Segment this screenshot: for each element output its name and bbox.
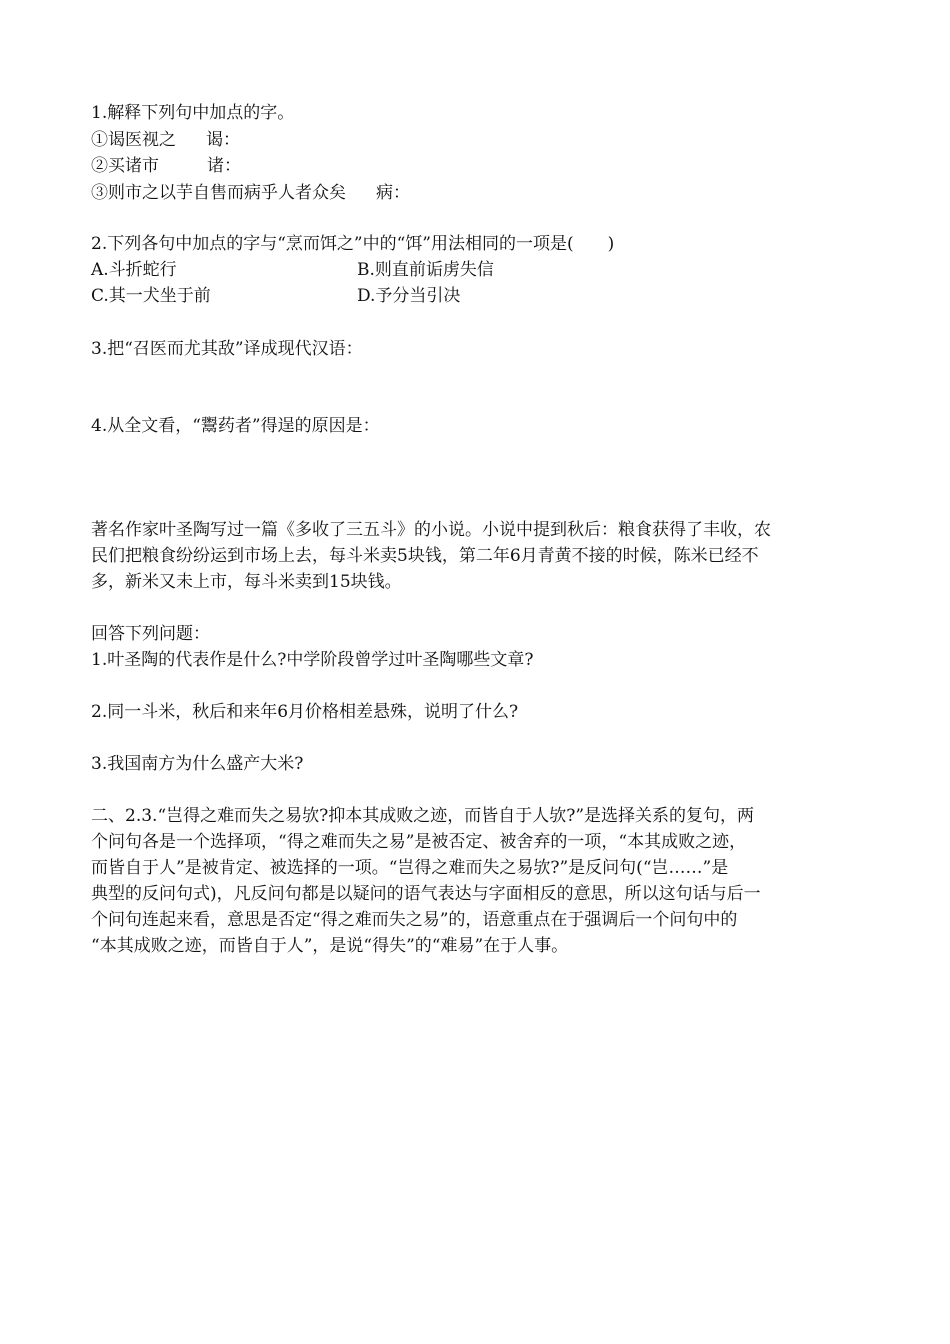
passage-line-3: 多，新米又未上市，每斗米卖到15块钱。 (91, 572, 402, 592)
q1-item-3-label: 病： (376, 183, 410, 203)
q2-title: 2.下列各句中加点的字与“烹而饵之”中的“饵”用法相同的一项是( ) (91, 234, 615, 254)
q2-option-a: A.斗折蛇行 (91, 260, 177, 280)
section2-q2: 2.同一斗米，秋后和来年6月价格相差悬殊，说明了什么? (91, 702, 519, 722)
q2-option-b: B.则直前诟虏失信 (357, 260, 494, 280)
answer-line-2: 个问句各是一个选择项，“得之难而失之易”是被否定、被舍弃的一项，“本其成败之迹， (91, 832, 747, 852)
q1-item-1 (91, 128, 240, 152)
q1-title: 1.解释下列句中加点的字。 (91, 103, 295, 123)
q2-option-d: D.予分当引决 (357, 286, 461, 306)
q1-item-1-sentence: ①谒医视之 (91, 130, 176, 150)
answer-line-4: 典型的反问句式)，凡反问句都是以疑问的语气表达与字面相反的意思，所以这句话与后一 (91, 884, 761, 904)
answer-line-5: 个问句连起来看，意思是否定“得之难而失之易”的，语意重点在于强调后一个问句中的 (91, 910, 738, 930)
q1-item-2 (91, 154, 241, 178)
q2-option-c: C.其一犬坐于前 (91, 286, 211, 306)
section2-intro: 回答下列问题： (91, 624, 210, 644)
q1-item-1-label: 谒： (206, 130, 240, 150)
passage-line-1: 著名作家叶圣陶写过一篇《多收了三五斗》的小说。小说中提到秋后：粮食获得了丰收，农 (91, 520, 771, 540)
q4-title: 4.从全文看，“鬻药者”得逞的原因是： (91, 416, 380, 436)
section2-q1: 1.叶圣陶的代表作是什么?中学阶段曾学过叶圣陶哪些文章? (91, 650, 534, 670)
answer-line-3: 而皆自于人”是被肯定、被选择的一项。“岂得之难而失之易欤?”是反问句(“岂……”是 (91, 858, 729, 878)
q1-item-2-sentence: ②买诸市 (91, 156, 159, 176)
q1-item-3-sentence: ③则市之以芋自售而病乎人者众矣 (91, 183, 346, 203)
q1-item-3 (91, 181, 410, 205)
q3-title: 3.把“召医而尤其敌”译成现代汉语： (91, 339, 363, 359)
answer-line-1: 二、2.3.“岂得之难而失之易欤?抑本其成败之迹，而皆自于人欤?”是选择关系的复句，两 (91, 806, 755, 826)
section2-q3: 3.我国南方为什么盛产大米? (91, 754, 304, 774)
q1-item-2-label: 诸： (207, 156, 241, 176)
passage-line-2: 民们把粮食纷纷运到市场上去，每斗米卖5块钱，第二年6月青黄不接的时候，陈米已经不 (91, 546, 759, 566)
answer-line-6: “本其成败之迹，而皆自于人”，是说“得失”的“难易”在于人事。 (91, 936, 569, 956)
